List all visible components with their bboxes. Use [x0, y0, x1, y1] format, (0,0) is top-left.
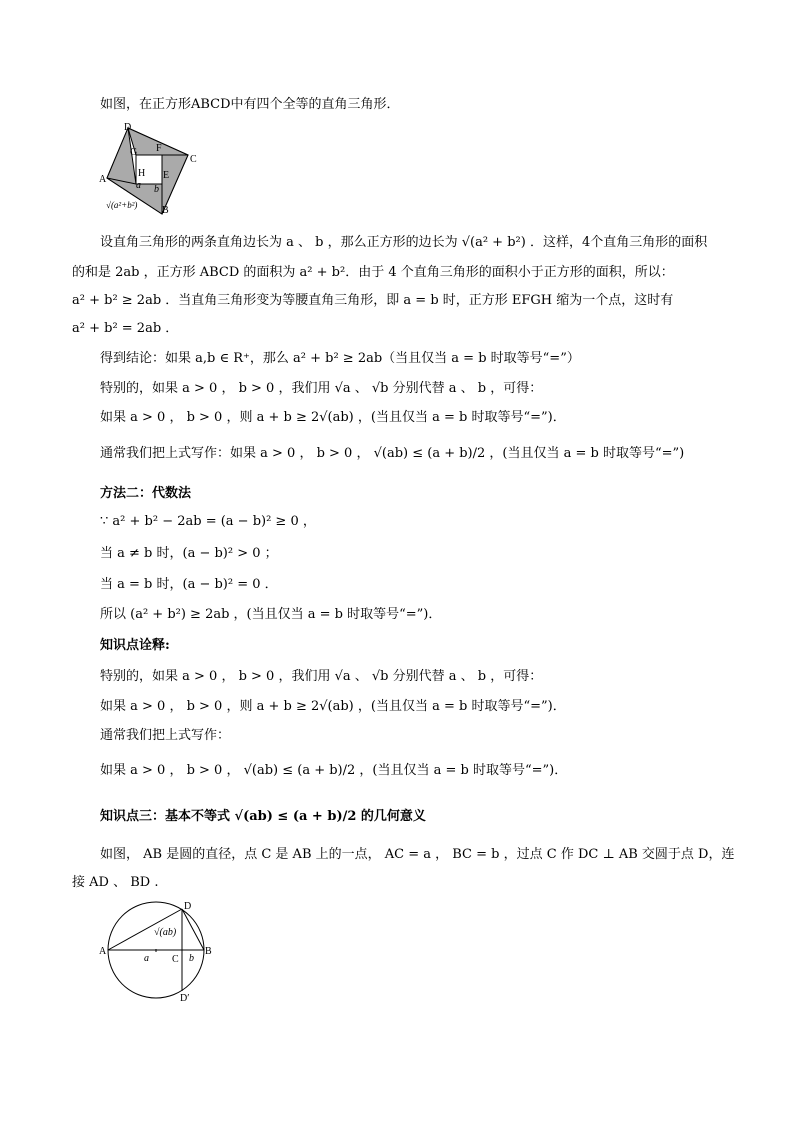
geo-2: 接 AD 、 BD . — [72, 875, 159, 890]
label-B: B — [205, 946, 212, 957]
para-1a: 设直角三角形的两条直角边长为 a 、 b ，那么正方形的边长为 √(a² + b²) ．这样，4个直角三角形的面积 — [100, 235, 708, 250]
circle-figure — [96, 895, 221, 1005]
label-b: b — [189, 953, 194, 964]
proof-3: 当 a = b 时，(a − b)² = 0 ． — [100, 577, 278, 592]
notes-2: 如果 a > 0 ， b > 0 ，则 a + b ≥ 2√(ab) ，(当且仅当 a = b 时取等号“=”)． — [100, 699, 566, 714]
inequality-1: 如果 a > 0 ， b > 0 ，则 a + b ≥ 2√(ab) ，(当且仅当 a = b 时取等号“=”)． — [100, 410, 566, 425]
proof-1: ∵ a² + b² − 2ab = (a − b)² ≥ 0 ， — [100, 514, 316, 529]
label-E: E — [163, 170, 170, 181]
notes-3: 通常我们把上式写作： — [100, 728, 231, 743]
label-D: D — [184, 901, 192, 912]
label-G: G — [130, 147, 138, 158]
label-H: H — [138, 168, 146, 179]
para-1c: a² + b² ≥ 2ab ．当直角三角形变为等腰直角三角形，即 a = b 时，正方形 EFGH 缩为一个点，这时有 — [72, 293, 674, 308]
label-b: b — [154, 184, 159, 195]
label-a: a — [136, 180, 141, 191]
label-C: C — [190, 154, 197, 165]
special-case: 特别的，如果 a > 0 ， b > 0 ，我们用 √a 、 √b 分别代替 a 、 b ，可得： — [100, 381, 543, 396]
inequality-2: 通常我们把上式写作：如果 a > 0 ， b > 0 ， √(ab) ≤ (a + b)/2 ，(当且仅当 a = b 时取等号“=”) — [100, 446, 685, 461]
label-hypotenuse: √(a²+b²) — [106, 200, 138, 210]
label-sqrt-ab: √(ab) — [154, 927, 177, 938]
label-D-prime: D′ — [180, 993, 190, 1004]
label-B: B — [162, 205, 169, 216]
proof-2: 当 a ≠ b 时，(a − b)² > 0 ； — [100, 546, 278, 561]
label-D: D — [124, 122, 132, 133]
label-A: A — [99, 946, 107, 957]
proof-4: 所以 (a² + b²) ≥ 2ab ，(当且仅当 a = b 时取等号“=”)． — [100, 607, 442, 622]
heading-notes: 知识点诠释: — [100, 638, 170, 653]
heading-method-2: 方法二：代数法 — [100, 486, 192, 501]
notes-1: 特别的，如果 a > 0 ， b > 0 ，我们用 √a 、 √b 分别代替 a 、 b ，可得： — [100, 669, 543, 684]
conclusion: 得到结论：如果 a,b ∈ R⁺，那么 a² + b² ≥ 2ab（当且仅当 a = b 时取等号“=”） — [100, 351, 580, 366]
geo-1: 如图， AB 是圆的直径，点 C 是 AB 上的一点， AC = a ， BC = b ，过点 C 作 DC ⊥ AB 交圆于点 D，连 — [100, 847, 735, 862]
para-1b: 的和是 2ab ，正方形 ABCD 的面积为 a² + b²．由于 4 个直角三角形的面积小于正方形的面积，所以： — [72, 265, 674, 280]
label-a: a — [144, 953, 149, 964]
notes-4: 如果 a > 0 ， b > 0 ， √(ab) ≤ (a + b)/2 ，(当且仅当 a = b 时取等号“=”)． — [100, 763, 568, 778]
label-C: C — [172, 954, 179, 965]
label-A: A — [99, 174, 107, 185]
segment-BD — [182, 909, 204, 950]
label-F: F — [156, 143, 162, 154]
para-1d: a² + b² = 2ab ． — [72, 321, 179, 336]
heading-point-3: 知识点三：基本不等式 √(ab) ≤ (a + b)/2 的几何意义 — [100, 809, 426, 824]
square-figure — [98, 118, 208, 218]
intro-line: 如图，在正方形ABCD中有四个全等的直角三角形． — [100, 97, 400, 112]
